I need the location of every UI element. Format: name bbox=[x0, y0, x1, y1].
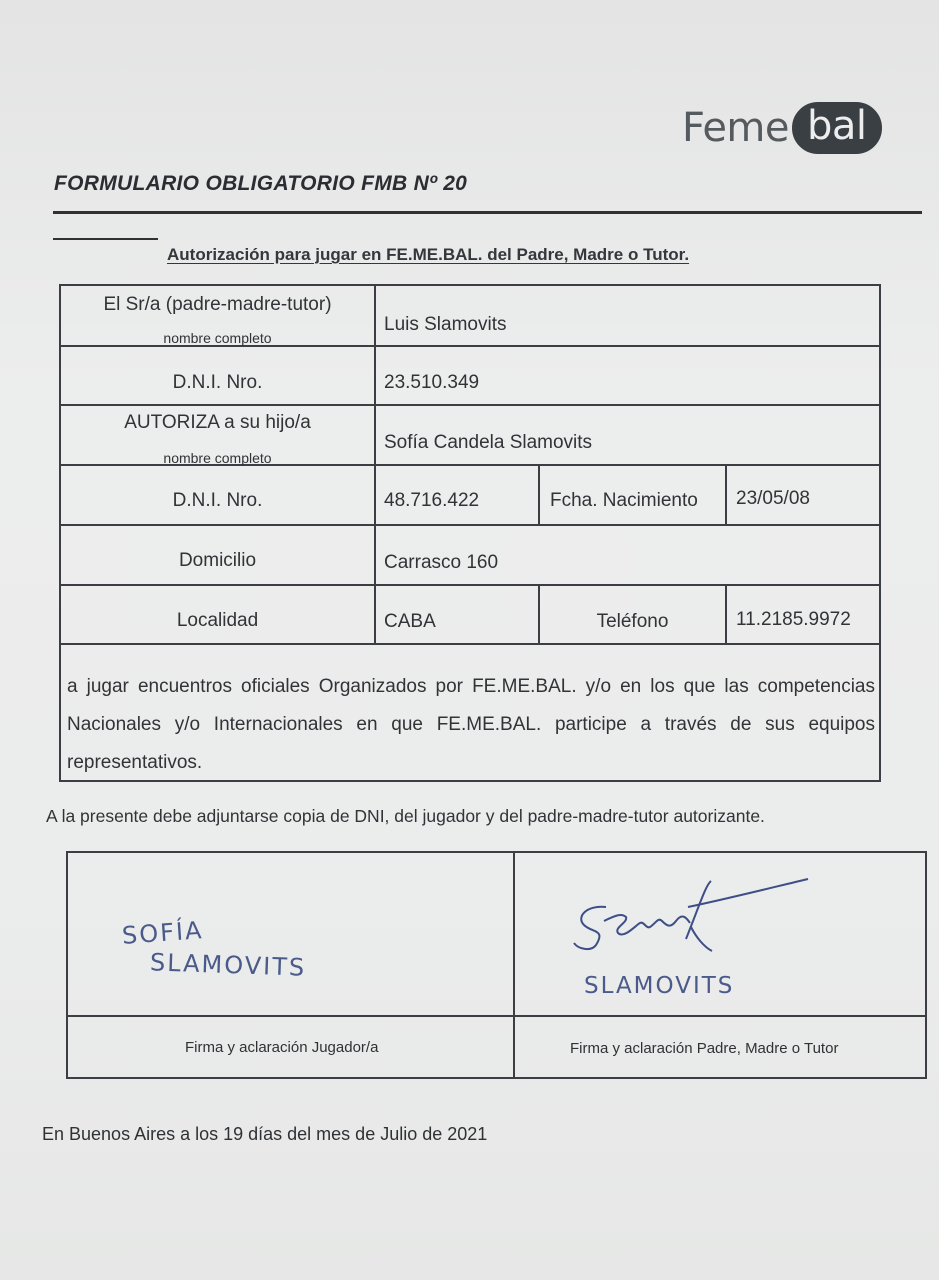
child-label: AUTORIZA a su hijo/a bbox=[124, 412, 311, 433]
short-divider bbox=[53, 238, 158, 240]
locality-label: Localidad bbox=[176, 610, 259, 631]
table-border-top bbox=[59, 284, 881, 286]
address-label: Domicilio bbox=[178, 550, 257, 571]
date-footer: En Buenos Aires a los 19 días del mes de Julio de 2021 bbox=[42, 1124, 488, 1144]
parent-handwriting-aclaracion: SLAMOVITS bbox=[584, 973, 735, 999]
row-divider bbox=[59, 404, 881, 406]
phone-label: Teléfono bbox=[596, 611, 669, 632]
sig-border-left bbox=[66, 851, 68, 1079]
signature-table bbox=[66, 851, 927, 1079]
parent-dni-value: 23.510.349 bbox=[384, 372, 480, 393]
column-divider bbox=[374, 284, 376, 645]
authorization-paragraph: a jugar encuentros oficiales Organizados por FE.ME.BAL. y/o en los que las competencias Nacionales y/o Internacionales en que FE.ME.BAL. participe a través de sus equipos representativos. bbox=[67, 676, 875, 773]
form-subtitle: Autorización para jugar en FE.ME.BAL. del Padre, Madre o Tutor. bbox=[167, 245, 690, 264]
column-divider bbox=[725, 464, 727, 526]
form-title: FORMULARIO OBLIGATORIO FMB Nº 20 bbox=[54, 172, 468, 195]
phone-value: 11.2185.9972 bbox=[736, 609, 851, 630]
sig-column-divider bbox=[513, 851, 515, 1079]
sig-row-divider bbox=[66, 1015, 927, 1017]
parent-dni-label: D.N.I. Nro. bbox=[172, 372, 263, 393]
parent-name-value: Luis Slamovits bbox=[384, 314, 507, 335]
table-border-right bbox=[879, 284, 881, 782]
column-divider bbox=[725, 584, 727, 645]
sig-border-right bbox=[925, 851, 927, 1079]
child-dni-label: D.N.I. Nro. bbox=[172, 490, 263, 511]
locality-value: CABA bbox=[384, 611, 436, 632]
row-divider bbox=[59, 584, 881, 586]
attachment-note: A la presente debe adjuntarse copia de DNI, del jugador y del padre-madre-tutor autorizante. bbox=[46, 806, 765, 826]
table-border-left bbox=[59, 284, 61, 782]
parent-label: El Sr/a (padre-madre-tutor) bbox=[103, 294, 332, 315]
birth-date-label: Fcha. Nacimiento bbox=[550, 490, 698, 511]
logo-pill-text: bal bbox=[792, 102, 882, 154]
address-value: Carrasco 160 bbox=[384, 552, 499, 573]
player-handwriting-line1: SOFÍA bbox=[121, 916, 205, 950]
sig-border-top bbox=[66, 851, 927, 853]
sig-border-bottom bbox=[66, 1077, 927, 1079]
child-sublabel: nombre completo bbox=[163, 450, 272, 466]
child-name-value: Sofía Candela Slamovits bbox=[384, 432, 593, 453]
parent-sublabel: nombre completo bbox=[163, 330, 272, 346]
title-underline bbox=[53, 211, 922, 214]
player-signature-caption: Firma y aclaración Jugador/a bbox=[185, 1039, 379, 1056]
player-handwriting-line2: SLAMOVITS bbox=[149, 948, 307, 982]
parent-signature bbox=[566, 877, 816, 957]
logo-text: Feme bbox=[682, 105, 790, 151]
femebal-logo bbox=[682, 100, 882, 156]
row-divider bbox=[59, 524, 881, 526]
column-divider bbox=[538, 464, 540, 526]
birth-date-value: 23/05/08 bbox=[736, 488, 810, 509]
parent-signature-caption: Firma y aclaración Padre, Madre o Tutor bbox=[570, 1040, 839, 1057]
child-dni-value: 48.716.422 bbox=[384, 490, 480, 511]
row-divider bbox=[59, 643, 881, 645]
